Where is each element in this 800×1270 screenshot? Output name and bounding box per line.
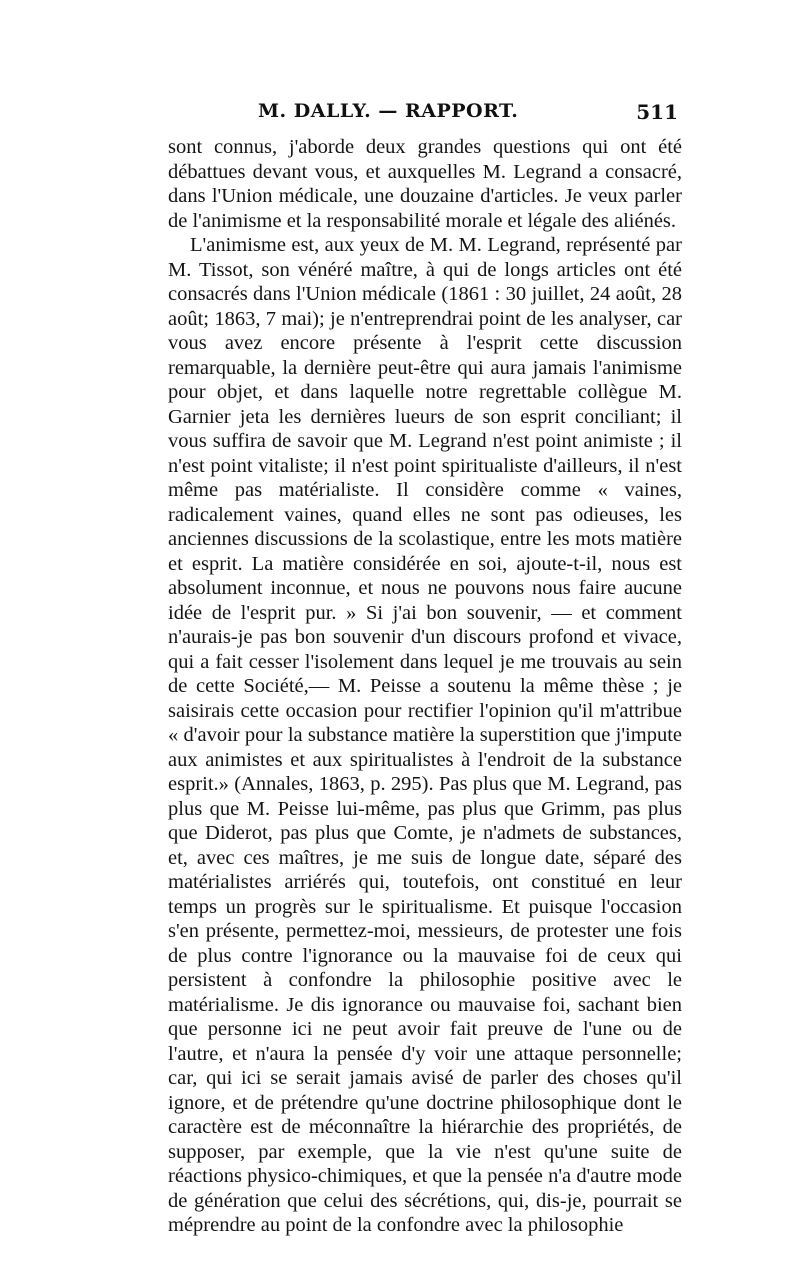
body-text — [168, 135, 682, 1238]
paragraph-2: L'animisme est, aux yeux de M. M. Legrand, représenté par M. Tissot, son vénéré maître, à qui de longs articles ont été consacrés dans l'Union médicale (1861 : 30 juillet, 24 août, 28 août; 1863, 7 mai); je n'entreprendrai point de les analyser, car vous avez encore présente à l'esprit cette discussion remarquable, la dernière peut-être qui aura jamais l'animisme pour objet, et dans laquelle notre regrettable collègue M. Garnier jeta les dernières lueurs de son esprit conciliant; il vous suffira de savoir que M. Legrand n'est point animiste ; il n'est point vitaliste; il n'est point spiritualiste d'ailleurs, il n'est même pas matérialiste. Il considère comme « vaines, radicalement vaines, quand elles ne sont pas odieuses, les anciennes discussions de la scolastique, entre les mots matière et esprit. La matière considérée en soi, ajoute-t-il, nous est absolument inconnue, et nous ne pouvons nous faire aucune idée de l'esprit pur. » Si j'ai bon souvenir, — et comment n'aurais-je pas bon souvenir d'un discours profond et vivace, qui a fait cesser l'isolement dans lequel je me trouvais au sein de cette Société,— M. Peisse a soutenu la même thèse ; je saisirais cette occasion pour rectifier l'opinion qu'il m'attribue « d'avoir pour la substance matière la superstition que j'impute aux animistes et aux spiritualistes à l'endroit de la substance esprit.» (Annales, 1863, p. 295). Pas plus que M. Legrand, pas plus que M. Peisse lui-même, pas plus que Grimm, pas plus que Diderot, pas plus que Comte, je n'admets de substances, et, avec ces maîtres, je me suis de longue date, séparé des matérialistes arriérés qui, toutefois, ont constitué en leur temps un progrès sur le spiritualisme. Et puisque l'occasion s'en présente, permettez-moi, messieurs, de protester une fois de plus contre l'ignorance ou la mauvaise foi de ceux qui persistent à confondre la philosophie positive avec le matérialisme. Je dis ignorance ou mauvaise foi, sachant bien que personne ici ne peut avoir fait preuve de l'une ou de l'autre, et n'aura la pensée d'y voir une attaque personnelle; car, qui ici se serait jamais avisé de parler des choses qu'il ignore, et de prétendre qu'une doctrine philosophique dont le caractère est de méconnaître la hiérarchie des propriétés, de supposer, par exemple, que la vie n'est qu'une suite de réactions physico-chimiques, et que la pensée n'a d'autre mode de génération que celui des sécrétions, qui, dis-je, pourrait se méprendre au point de la confondre avec la philosophie — [168, 234, 682, 1236]
running-head: M. DALLY. — RAPPORT. — [258, 100, 519, 122]
page-number: 511 — [636, 100, 678, 124]
paragraph-1: sont connus, j'aborde deux grandes questions qui ont été débattues devant vous, et auxquelles M. Legrand a consacré, dans l'Union médicale, une douzaine d'articles. Je veux parler de l'animisme et la responsabilité morale et légale des aliénés. — [168, 136, 682, 232]
page-header — [168, 100, 682, 130]
